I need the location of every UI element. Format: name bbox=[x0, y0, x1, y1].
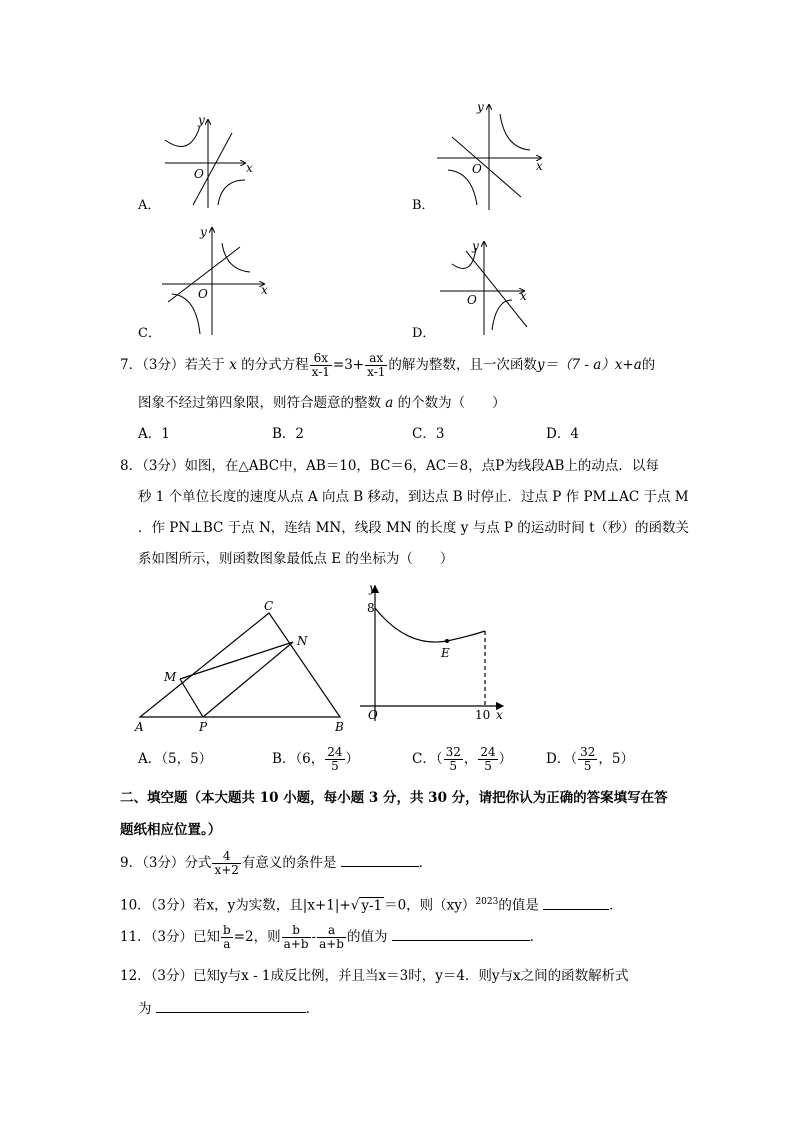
q8-graph-e: E bbox=[441, 646, 450, 660]
q7-line2: 图象不经过第四象限，则符合题意的整数 a 的个数为（ ） bbox=[138, 395, 506, 411]
q8-triangle-figure bbox=[130, 595, 360, 735]
q8-line4: 系如图所示，则函数图象最低点 E 的坐标为（ ） bbox=[138, 551, 454, 567]
q8-label-n: N bbox=[297, 634, 308, 648]
q7-option-b: B．2 bbox=[272, 426, 305, 442]
q8-graph-10: 10 bbox=[475, 708, 491, 722]
option-graphs bbox=[0, 0, 794, 345]
graph-d-o: O bbox=[467, 293, 477, 307]
graph-d bbox=[440, 242, 527, 335]
q7-text2: 的分式方程 bbox=[241, 357, 309, 373]
q8-option-b: B．（6， $\frac{24}{5}$ ） bbox=[272, 745, 360, 773]
section2-heading-line1: 二、填空题（本大题共 10 小题，每小题 3 分，共 30 分，请把你认为正确的答案填写在答 bbox=[120, 790, 668, 806]
q7-fraction-1: $\frac{6x}{x-1}$ bbox=[311, 351, 330, 379]
q8-label-c: C bbox=[264, 599, 274, 613]
q11-answer-blank[interactable] bbox=[392, 926, 530, 941]
q8-option-c: C．（ $\frac{32}{5}$ ， $\frac{24}{5}$ ） bbox=[412, 745, 513, 773]
q8-graph-o: O bbox=[368, 708, 378, 722]
q12-line1: 12．（3分）已知y与x - 1成反比例，并且当x＝3时，y＝4．则y与x之间的函数解析式 bbox=[120, 968, 629, 984]
section2-heading-line2: 题纸相应位置。） bbox=[120, 822, 222, 838]
graph-a-x: x bbox=[246, 161, 253, 175]
option-c-label: C． bbox=[138, 326, 161, 341]
graph-c-x: x bbox=[261, 283, 268, 297]
graph-c-y: y bbox=[200, 225, 207, 239]
q8-graph-x: x bbox=[496, 708, 503, 722]
q8-line1: 8．（3分）如图，在△ABC中，AB＝10，BC＝6，AC＝8，点P为线段AB上的动点．以每 bbox=[120, 458, 659, 474]
q11: 11．（3分）已知 $\frac{b}{a}$ =2，则 $\frac{b}{a+b}$ - $\frac{a}{a+b}$ 的值为 ． bbox=[120, 923, 544, 951]
graph-b bbox=[437, 105, 541, 210]
q7-score: （3分） bbox=[142, 357, 185, 373]
graph-c bbox=[162, 228, 264, 335]
q8-line2: 秒 1 个单位长度的速度从点 A 向点 B 移动，到达点 B 时停止．过点 P 作 PM⊥AC 于点 M bbox=[138, 489, 689, 505]
graph-d-y: y bbox=[472, 239, 479, 253]
q7-x: x bbox=[229, 357, 237, 373]
q8-label-p: P bbox=[199, 720, 208, 734]
q9-fraction: $\frac{4}{x+2}$ bbox=[214, 849, 239, 877]
option-b-label: B． bbox=[412, 198, 435, 213]
q7-option-c: C．3 bbox=[412, 426, 445, 442]
q9: 9．（3分）分式 $\frac{4}{x+2}$ 有意义的条件是 ． bbox=[120, 849, 433, 877]
q8-graph-y: y bbox=[369, 581, 376, 595]
q8-function-graph bbox=[355, 578, 515, 728]
q8-label-a: A bbox=[135, 720, 144, 734]
q7-line1 bbox=[120, 352, 655, 379]
q7-option-a: A．1 bbox=[138, 426, 170, 442]
q7-eq: =3+ bbox=[332, 357, 365, 373]
graph-b-x: x bbox=[536, 159, 543, 173]
q7-text1: 若关于 bbox=[184, 357, 225, 373]
graph-b-o: O bbox=[472, 162, 482, 176]
q8-line3: ．作 PN⊥BC 于点 N，连结 MN，线段 MN 的长度 y 与点 P 的运动时间 t（秒）的函数关 bbox=[138, 520, 690, 536]
q7-fraction-2: $\frac{ax}{x-1}$ bbox=[367, 351, 386, 379]
q7-option-d: D．4 bbox=[546, 426, 579, 442]
q8-graph-8: 8 bbox=[367, 601, 375, 615]
q8-label-b: B bbox=[335, 720, 344, 734]
graph-a-o: O bbox=[194, 167, 204, 181]
q12-line2: 为 ． bbox=[138, 998, 319, 1019]
graph-a-y: y bbox=[198, 113, 205, 127]
q7-text3: 的解为整数，且一次函数 bbox=[388, 357, 537, 373]
q10: 10．（3分）若x，y为实数，且|x+1|+√ y-1 ＝0，则（xy）$^{2023}$的值是 ． bbox=[120, 892, 623, 916]
q8-option-a: A．（5，5） bbox=[138, 751, 213, 767]
graph-a bbox=[165, 120, 245, 208]
option-a-label: A． bbox=[138, 198, 161, 213]
option-d-label: D． bbox=[412, 326, 436, 341]
q8-label-m: M bbox=[164, 670, 177, 684]
q9-answer-blank[interactable] bbox=[341, 852, 419, 867]
q12-answer-blank[interactable] bbox=[156, 998, 306, 1013]
q7-func: y＝（7 - a）x+a bbox=[536, 357, 642, 373]
q7-number: 7． bbox=[120, 357, 143, 373]
graph-d-x: x bbox=[520, 289, 527, 303]
q10-answer-blank[interactable] bbox=[543, 895, 609, 910]
graph-c-o: O bbox=[198, 287, 208, 301]
q8-option-d: D．（ $\frac{32}{5}$ ，5） bbox=[546, 745, 634, 773]
graph-b-y: y bbox=[477, 100, 484, 114]
q7-text4: 的 bbox=[641, 357, 656, 373]
